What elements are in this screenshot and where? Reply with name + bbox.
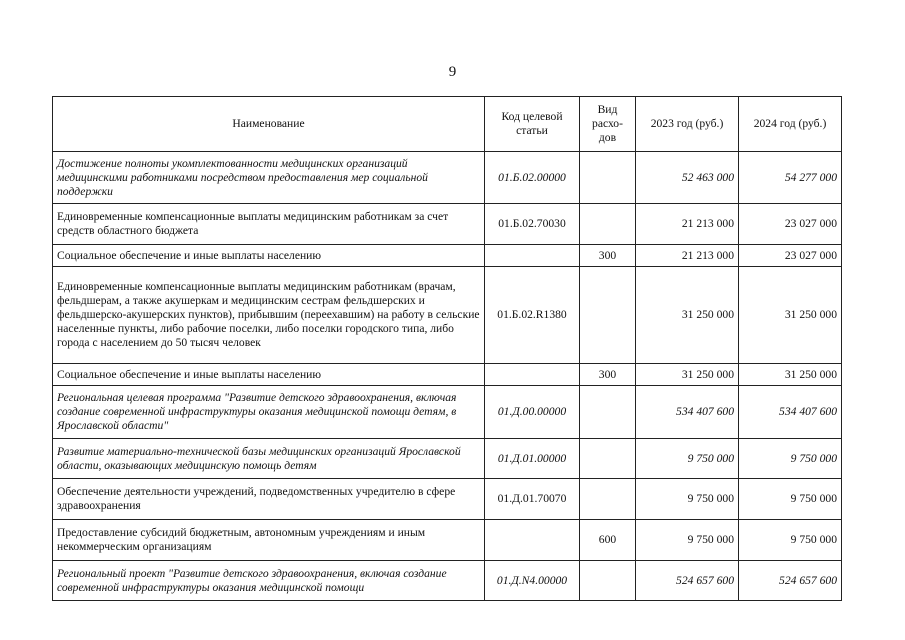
row-name: Региональный проект "Развитие детского здравоохранения, включая создание современной инфраструктуры оказания медицинской помощи bbox=[53, 561, 485, 601]
table-row bbox=[53, 267, 842, 364]
row-name: Достижение полноты укомплектованности медицинских организаций медицинскими работниками посредством предоставления мер социальной поддержки bbox=[53, 152, 485, 204]
row-code: 01.Д.00.00000 bbox=[485, 386, 580, 439]
row-code: 01.Б.02.00000 bbox=[485, 152, 580, 204]
row-2023: 31 250 000 bbox=[636, 267, 739, 364]
row-code: 01.Б.02.70030 bbox=[485, 204, 580, 245]
table-row bbox=[53, 386, 842, 439]
row-2023: 21 213 000 bbox=[636, 204, 739, 245]
row-code: 01.Д.01.00000 bbox=[485, 439, 580, 479]
row-code bbox=[485, 520, 580, 561]
table-row bbox=[53, 439, 842, 479]
row-code bbox=[485, 364, 580, 386]
row-code bbox=[485, 245, 580, 267]
row-2024: 31 250 000 bbox=[739, 364, 842, 386]
row-2023: 524 657 600 bbox=[636, 561, 739, 601]
row-name: Социальное обеспечение и иные выплаты населению bbox=[53, 364, 485, 386]
table-row bbox=[53, 152, 842, 204]
row-name: Региональная целевая программа "Развитие детского здравоохранения, включая создание современной инфраструктуры оказания медицинской помощи детям, в Ярославской области" bbox=[53, 386, 485, 439]
row-2023: 9 750 000 bbox=[636, 439, 739, 479]
row-2023: 9 750 000 bbox=[636, 520, 739, 561]
row-2024: 9 750 000 bbox=[739, 479, 842, 520]
row-name: Единовременные компенсационные выплаты медицинским работникам за счет средств областного бюджета bbox=[53, 204, 485, 245]
row-2024: 9 750 000 bbox=[739, 439, 842, 479]
row-name: Социальное обеспечение и иные выплаты населению bbox=[53, 245, 485, 267]
row-kind: 600 bbox=[580, 520, 636, 561]
row-kind bbox=[580, 386, 636, 439]
row-2023: 52 463 000 bbox=[636, 152, 739, 204]
row-name: Единовременные компенсационные выплаты медицинским работникам (врачам, фельдшерам, а также акушеркам и медицинским сестрам фельдшерских и фельдшерско-акушерских пунктов), прибывшим (переехавшим) на работу в сельские населенные пункты, либо рабочие поселки, либо поселки городского типа, либо города с населением до 50 тысяч человек bbox=[53, 267, 485, 364]
row-2024: 9 750 000 bbox=[739, 520, 842, 561]
row-code: 01.Б.02.R1380 bbox=[485, 267, 580, 364]
row-2023: 31 250 000 bbox=[636, 364, 739, 386]
row-kind bbox=[580, 267, 636, 364]
row-name: Предоставление субсидий бюджетным, автономным учреждениям и иным некоммерческим организациям bbox=[53, 520, 485, 561]
row-2023: 21 213 000 bbox=[636, 245, 739, 267]
row-kind: 300 bbox=[580, 364, 636, 386]
row-kind: 300 bbox=[580, 245, 636, 267]
row-code: 01.Д.01.70070 bbox=[485, 479, 580, 520]
row-2024: 23 027 000 bbox=[739, 204, 842, 245]
row-kind bbox=[580, 439, 636, 479]
budget-table bbox=[52, 96, 842, 601]
table-row bbox=[53, 245, 842, 267]
row-2023: 534 407 600 bbox=[636, 386, 739, 439]
table-row bbox=[53, 479, 842, 520]
header-2023: 2023 год (руб.) bbox=[636, 97, 739, 152]
row-kind bbox=[580, 204, 636, 245]
row-2024: 23 027 000 bbox=[739, 245, 842, 267]
row-2024: 534 407 600 bbox=[739, 386, 842, 439]
table-row bbox=[53, 204, 842, 245]
row-2023: 9 750 000 bbox=[636, 479, 739, 520]
table-row bbox=[53, 520, 842, 561]
table-header-row bbox=[53, 97, 842, 152]
row-2024: 31 250 000 bbox=[739, 267, 842, 364]
row-name: Обеспечение деятельности учреждений, подведомственных учредителю в сфере здравоохранения bbox=[53, 479, 485, 520]
table-row bbox=[53, 364, 842, 386]
row-kind bbox=[580, 152, 636, 204]
row-code: 01.Д.N4.00000 bbox=[485, 561, 580, 601]
row-2024: 524 657 600 bbox=[739, 561, 842, 601]
row-kind bbox=[580, 479, 636, 520]
header-code: Код целевой статьи bbox=[485, 97, 580, 152]
header-name: Наименование bbox=[53, 97, 485, 152]
row-name: Развитие материально-технической базы медицинских организаций Ярославской области, оказывающих медицинскую помощь детям bbox=[53, 439, 485, 479]
row-2024: 54 277 000 bbox=[739, 152, 842, 204]
header-2024: 2024 год (руб.) bbox=[739, 97, 842, 152]
row-kind bbox=[580, 561, 636, 601]
header-kind: Вид расхо-дов bbox=[580, 97, 636, 152]
page-number: 9 bbox=[448, 64, 457, 80]
table-row bbox=[53, 561, 842, 601]
